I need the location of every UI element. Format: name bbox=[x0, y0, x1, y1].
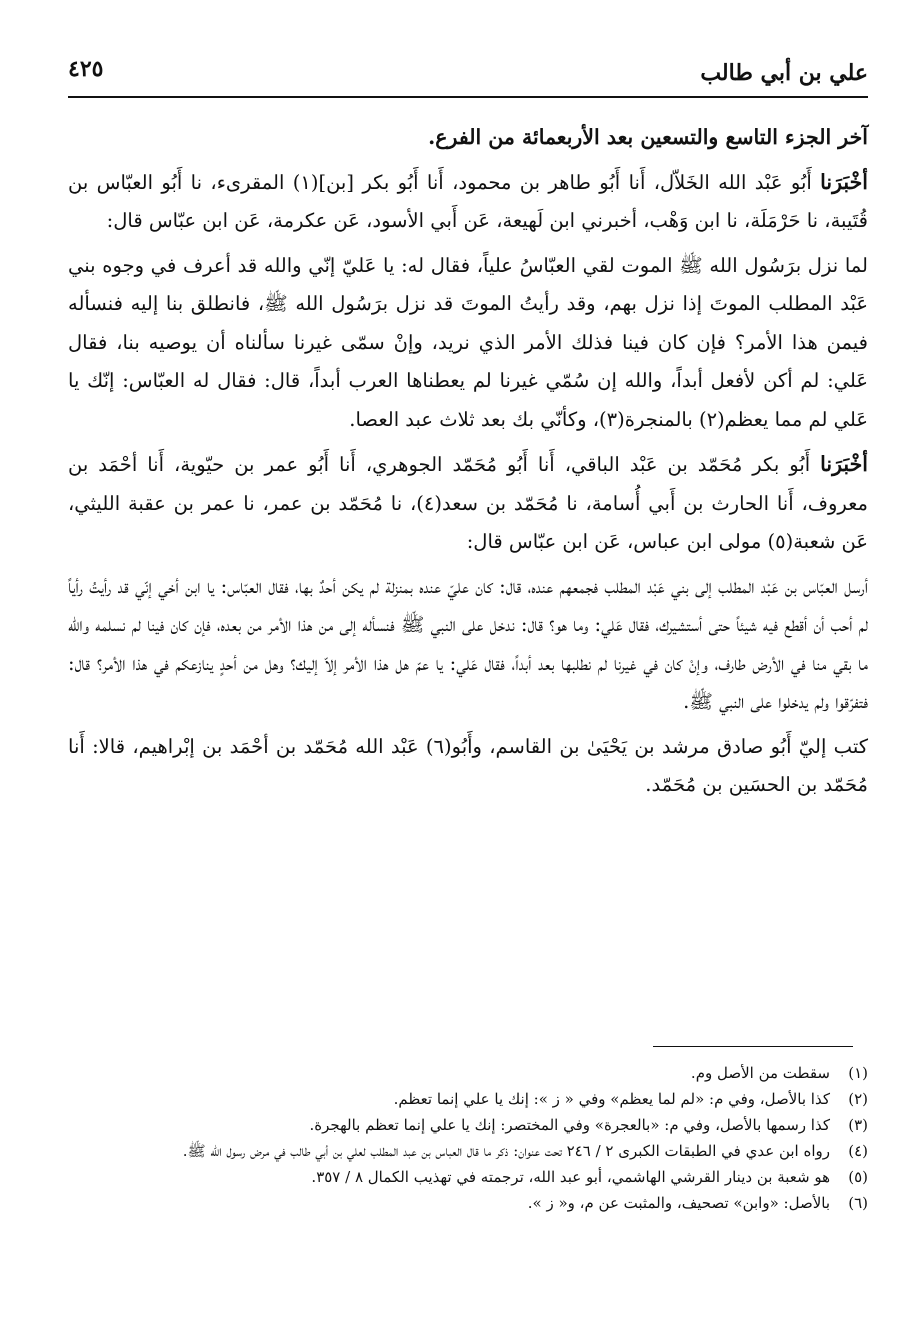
akhbarana-lead: أخْبَرَنا bbox=[820, 169, 868, 194]
header-rule bbox=[68, 96, 868, 98]
footnote-text: كذا بالأصل، وفي م: «لم لما يعظم» وفي « ز »: إنك يا علي إنما تعظم. bbox=[393, 1090, 830, 1108]
footnote bbox=[68, 1060, 868, 1086]
footnote-text: سقطت من الأصل وم. bbox=[690, 1064, 830, 1082]
footnote bbox=[68, 1190, 868, 1216]
footnote-text: هو شعبة بن دينار القرشي الهاشمي، أبو عبد الله، ترجمته في تهذيب الكمال ٨ / ٣٥٧. bbox=[311, 1168, 830, 1186]
paragraph-text: أَبُو بكر مُحَمّد بن عَبْد الباقي، أَنا أَبُو مُحَمّد الجوهري، أَنا أَبُو عمر بن حيّوية، أَنا أحْمَد بن معروف، أَنا الحارث بن أَبي أُسامة، نا مُحَمّد بن سعد(٤)، نا مُحَمّد بن عمر، نا عمر بن عقبة الليثي، عَن شعبة(٥) مولى ابن عباس، عَن ابن عبّاس قال: bbox=[68, 453, 868, 553]
page-number: ٤٢٥ bbox=[68, 56, 104, 82]
footnote-number: (٣) bbox=[848, 1116, 868, 1134]
footnote-number: (٤) bbox=[848, 1142, 868, 1160]
footnote bbox=[68, 1086, 868, 1112]
footnote-rule bbox=[653, 1046, 853, 1047]
footnote-text: رواه ابن عدي في الطبقات الكبرى ٢ / ٢٤٦ تحت عنوان: ذكر ما قال العباس بن عبد المطلب لعلي بن أبي طالب في مرض رسول الله ﷺ. bbox=[182, 1142, 830, 1160]
page-header bbox=[68, 42, 868, 96]
footnote-number: (٢) bbox=[848, 1090, 868, 1108]
footnote bbox=[68, 1164, 868, 1190]
section-end-note: آخر الجزء التاسع والتسعين بعد الأربعمائة من الفرع. bbox=[428, 125, 868, 149]
footnote bbox=[68, 1112, 868, 1138]
paragraph-isnad-3: كتب إليّ أَبُو صادق مرشد بن يَحْيَىٰ بن القاسم، وأَبُو(٦) عَبْد الله مُحَمّد بن أحْمَد بن إبْراهيم، قالا: أَنا مُحَمّد بن الحسَين بن مُحَمّد. bbox=[68, 734, 868, 796]
paragraph-isnad-1 bbox=[68, 163, 868, 241]
akhbarana-lead: أخْبَرَنا bbox=[820, 452, 868, 476]
running-title: علي بن أبي طالب bbox=[700, 60, 868, 86]
paragraph-text: أَبُو عَبْد الله الخَلاّل، أَنا أَبُو طاهر بن محمود، أَنا أَبُو بكر [بن](١) المقرىء، نا أَبُو العبّاس بن قُتَيبة، نا حَرْمَلَة، نا ابن وَهْب، أخبرني ابن لَهيعة، عَن أَبي الأسود، عَن عكرمة، عَن ابن عبّاس قال: bbox=[68, 170, 868, 232]
footnote-number: (٦) bbox=[848, 1194, 868, 1212]
footnote bbox=[68, 1138, 868, 1164]
footnote-number: (١) bbox=[848, 1064, 868, 1082]
body-text bbox=[68, 118, 868, 805]
footnote-text: كذا رسمها بالأصل، وفي م: «بالعجرة» وفي المختصر: إنك يا علي إنما تعظم بالهجرة. bbox=[309, 1116, 830, 1134]
paragraph-report-2: أرسل العبّاس بن عَبْد المطلب إلى بني عَبْد المطلب فجمعهم عنده، قال: كان عليّ عنده بمنزلة لم يكن أحدٌ بها، فقال العبّاس: يا ابن أخي إنّي قد رأيتُ رأياً لم أحب أن أقطع فيه شيئاً حتى أستشيرك، فقال عَلي: وما هو؟ قال: ندخل على النبي ﷺ فنسأله إلى من هذا الأمر من بعده، فإن كان فينا لم نسلمه والله ما بقي منا في الأرض طارف، وإنْ كان في غيرنا لم نطلبها بعد أبداً، فقال عَلي: يا عمّ هل هذا الأمر إلاّ إليك؟ وهل من أحدٍ ينازعكم في هذا الأمر؟ قال: فتفرّقوا ولم يدخلوا على النبي ﷺ. bbox=[68, 574, 868, 713]
footnote-number: (٥) bbox=[848, 1168, 868, 1186]
footnotes bbox=[68, 1060, 868, 1216]
paragraph-isnad-2 bbox=[68, 445, 868, 562]
paragraph-report-1: لما نزل برَسُول الله ﷺ الموت لقي العبّاسُ علياً، فقال له: يا عَليّ إنّي والله قد أعرف في وجوه بني عَبْد المطلب الموتَ إذا نزل بهم، وقد رأيتُ الموتَ قد نزل برَسُول الله ﷺ، فانطلق بنا إليه فنسأله فيمن هذا الأمر؟ فإن كان فينا فذلك الأمر الذي نريد، وإنْ سمّى غيرنا سألناه أن يوصيه بنا، فقال عَلي: لم أكن لأفعل أبداً، والله إن سُمّي غيرنا لم يعطناها العرب أبداً، قال: فقال له العبّاس: إنّك يا عَلي لم مما يعظم(٢) بالمنجرة(٣)، وكأنّي بك بعد ثلاث عبد العصا. bbox=[68, 253, 868, 431]
footnote-text: بالأصل: «وابن» تصحيف، والمثبت عن م، و« ز ». bbox=[527, 1194, 830, 1212]
